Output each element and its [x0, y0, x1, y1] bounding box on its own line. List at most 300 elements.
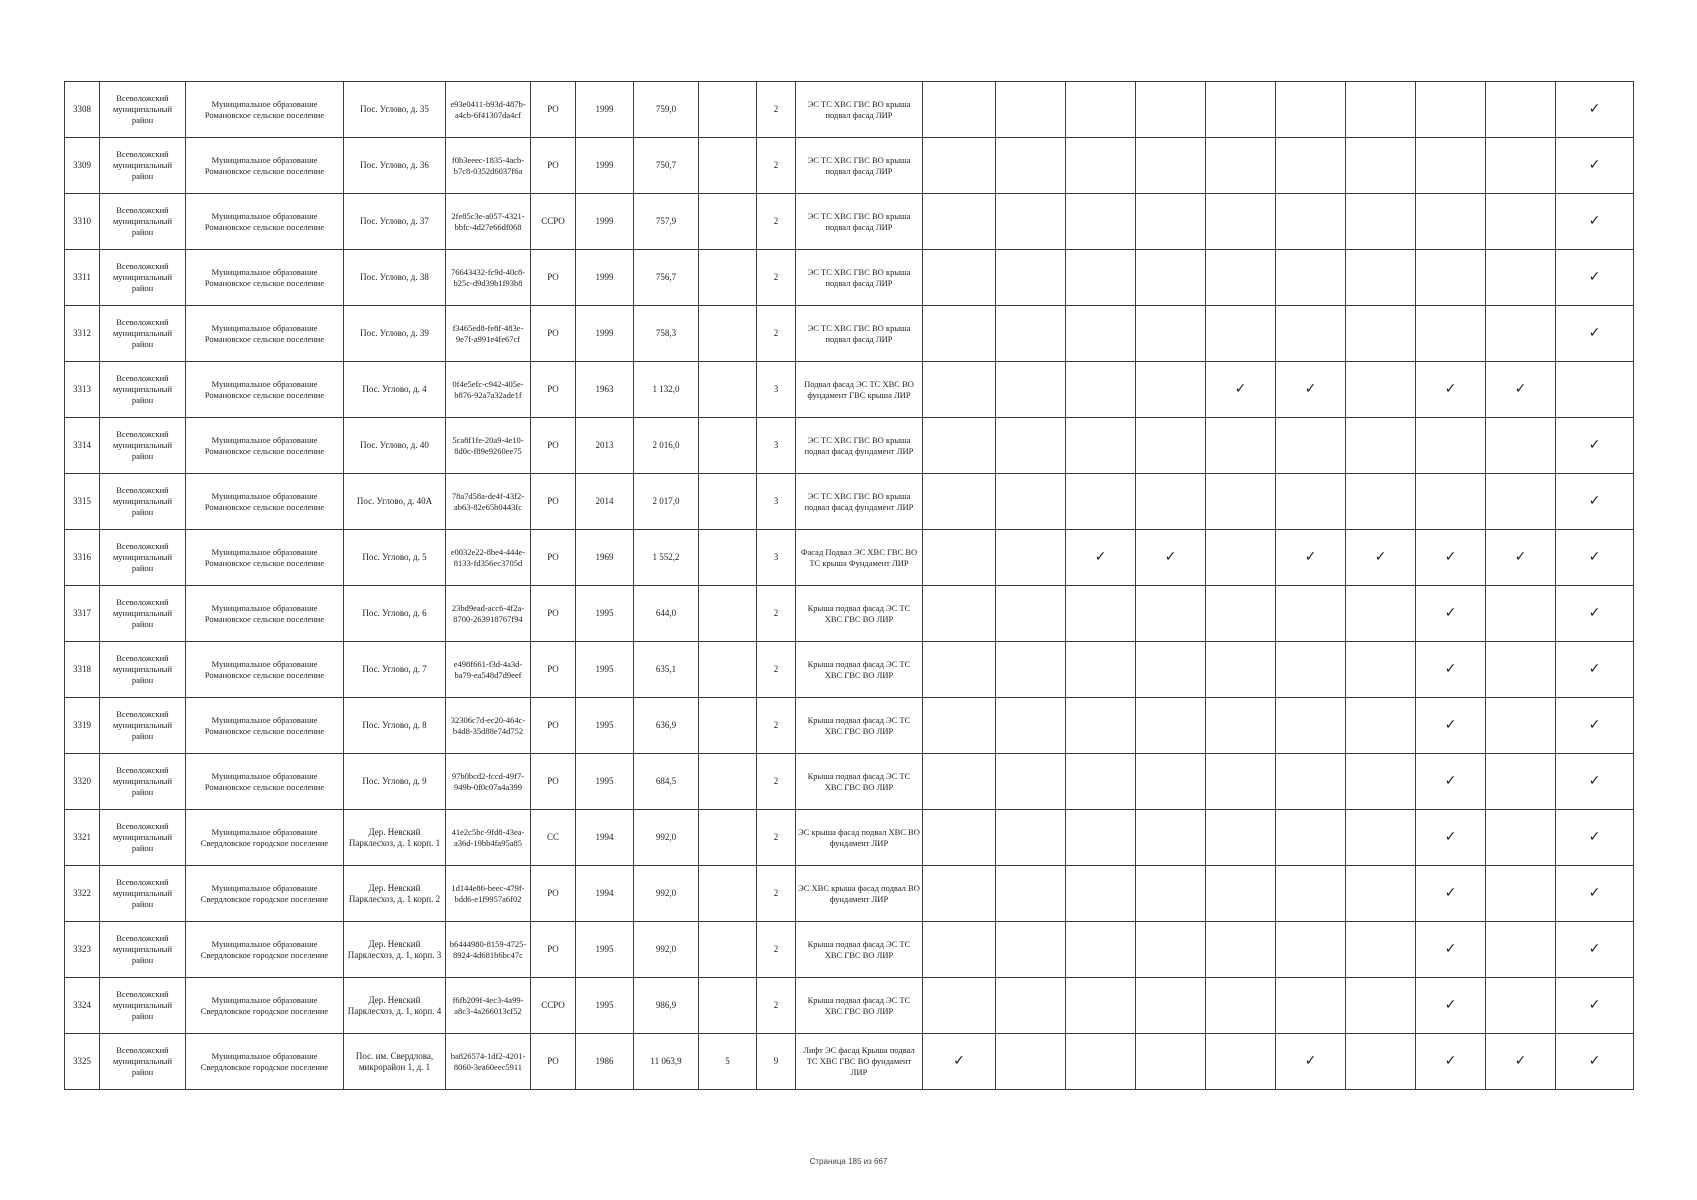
- cell-check-empty: [1276, 194, 1346, 250]
- cell-year: 1995: [576, 586, 634, 642]
- check-mark-icon: ✓: [1486, 1034, 1556, 1090]
- cell-check-empty: [1346, 138, 1416, 194]
- check-mark-icon: ✓: [1416, 754, 1486, 810]
- cell-check-empty: [1136, 754, 1206, 810]
- cell-check-empty: [923, 586, 996, 642]
- cell-check-empty: [1136, 418, 1206, 474]
- cell-year: 1995: [576, 698, 634, 754]
- table-body: [65, 82, 1634, 1090]
- cell-check-empty: [996, 250, 1066, 306]
- cell-number: 3325: [65, 1034, 100, 1090]
- cell-check-empty: [1346, 306, 1416, 362]
- cell-area: 758,3: [634, 306, 699, 362]
- cell-works: ЭС ТС ХВС ГВС ВО крыша подвал фасад фундамент ЛИР: [796, 418, 923, 474]
- cell-check-empty: [1206, 642, 1276, 698]
- cell-type: РО: [531, 866, 576, 922]
- table-row: [65, 418, 1634, 474]
- cell-count: 2: [757, 82, 796, 138]
- cell-check-empty: [1276, 642, 1346, 698]
- check-mark-icon: ✓: [1066, 530, 1136, 586]
- check-mark-icon: ✓: [1486, 362, 1556, 418]
- cell-area: 635,1: [634, 642, 699, 698]
- cell-type: СС: [531, 810, 576, 866]
- cell-extra: [699, 698, 757, 754]
- check-mark-icon: ✓: [1276, 1034, 1346, 1090]
- cell-address: Дер. Невский Парклесхоз, д. 1, корп. 4: [344, 978, 446, 1034]
- check-mark-icon: ✓: [1556, 698, 1634, 754]
- cell-check-empty: [923, 418, 996, 474]
- cell-check-empty: [996, 586, 1066, 642]
- cell-check-empty: [1136, 642, 1206, 698]
- cell-check-empty: [1486, 922, 1556, 978]
- cell-check-empty: [1066, 138, 1136, 194]
- cell-check-empty: [1276, 250, 1346, 306]
- cell-type: РО: [531, 306, 576, 362]
- cell-check-empty: [1276, 138, 1346, 194]
- cell-check-empty: [996, 362, 1066, 418]
- cell-check-empty: [1486, 810, 1556, 866]
- cell-check-empty: [996, 754, 1066, 810]
- cell-address: Пос. Углово, д. 36: [344, 138, 446, 194]
- check-mark-icon: ✓: [1556, 754, 1634, 810]
- cell-check-empty: [923, 922, 996, 978]
- cell-check-empty: [1276, 978, 1346, 1034]
- cell-address: Пос. Углово, д. 40: [344, 418, 446, 474]
- check-mark-icon: ✓: [1206, 362, 1276, 418]
- cell-area: 636,9: [634, 698, 699, 754]
- cell-municipality: Муниципальное образование Романовское сельское поселение: [186, 754, 344, 810]
- cell-check-empty: [923, 866, 996, 922]
- check-mark-icon: ✓: [1556, 82, 1634, 138]
- cell-guid: 23bd9ead-acc6-4f2a-8700-263918767f94: [446, 586, 531, 642]
- cell-guid: 41e2c5bc-9fd8-43ea-a36d-19bb4fa95a85: [446, 810, 531, 866]
- cell-check-empty: [1346, 754, 1416, 810]
- check-mark-icon: ✓: [1416, 810, 1486, 866]
- cell-works: Крыша подвал фасад ЭС ТС ХВС ГВС ВО ЛИР: [796, 978, 923, 1034]
- cell-works: ЭС ХВС крыша фасад подвал ВО фундамент ЛИР: [796, 866, 923, 922]
- cell-check-empty: [923, 474, 996, 530]
- cell-check-empty: [923, 754, 996, 810]
- cell-check-empty: [1346, 698, 1416, 754]
- cell-check-empty: [1416, 194, 1486, 250]
- cell-area: 1 552,2: [634, 530, 699, 586]
- cell-extra: 5: [699, 1034, 757, 1090]
- cell-check-empty: [1136, 866, 1206, 922]
- cell-check-empty: [1486, 754, 1556, 810]
- check-mark-icon: ✓: [1276, 530, 1346, 586]
- cell-check-empty: [1486, 866, 1556, 922]
- cell-check-empty: [1346, 642, 1416, 698]
- cell-number: 3309: [65, 138, 100, 194]
- table-row: [65, 922, 1634, 978]
- cell-number: 3322: [65, 866, 100, 922]
- cell-count: 3: [757, 418, 796, 474]
- cell-year: 1994: [576, 866, 634, 922]
- cell-check-empty: [1066, 866, 1136, 922]
- cell-type: РО: [531, 418, 576, 474]
- check-mark-icon: ✓: [1416, 698, 1486, 754]
- cell-check-empty: [1346, 1034, 1416, 1090]
- table-row: [65, 866, 1634, 922]
- cell-check-empty: [1206, 474, 1276, 530]
- cell-extra: [699, 754, 757, 810]
- page-footer: Страница 185 из 667: [809, 1157, 888, 1166]
- cell-number: 3312: [65, 306, 100, 362]
- cell-check-empty: [1346, 418, 1416, 474]
- cell-extra: [699, 306, 757, 362]
- cell-municipality: Муниципальное образование Романовское сельское поселение: [186, 474, 344, 530]
- cell-check-empty: [1346, 586, 1416, 642]
- cell-count: 9: [757, 1034, 796, 1090]
- cell-municipality: Муниципальное образование Романовское сельское поселение: [186, 642, 344, 698]
- cell-check-empty: [1206, 866, 1276, 922]
- cell-district: Всеволожский муниципальный район: [100, 866, 186, 922]
- check-mark-icon: ✓: [1416, 586, 1486, 642]
- cell-extra: [699, 922, 757, 978]
- cell-type: РО: [531, 82, 576, 138]
- cell-check-empty: [1066, 362, 1136, 418]
- cell-check-empty: [1066, 250, 1136, 306]
- cell-check-empty: [1206, 530, 1276, 586]
- cell-check-empty: [1346, 362, 1416, 418]
- table-row: [65, 138, 1634, 194]
- cell-check-empty: [923, 250, 996, 306]
- cell-number: 3321: [65, 810, 100, 866]
- cell-number: 3308: [65, 82, 100, 138]
- cell-district: Всеволожский муниципальный район: [100, 250, 186, 306]
- cell-check-empty: [1346, 866, 1416, 922]
- cell-works: ЭС ТС ХВС ГВС ВО крыша подвал фасад ЛИР: [796, 194, 923, 250]
- cell-type: ССРО: [531, 978, 576, 1034]
- cell-check-empty: [1206, 586, 1276, 642]
- cell-check-empty: [1066, 418, 1136, 474]
- cell-district: Всеволожский муниципальный район: [100, 698, 186, 754]
- cell-year: 2014: [576, 474, 634, 530]
- table-row: [65, 754, 1634, 810]
- cell-check-empty: [1416, 418, 1486, 474]
- cell-check-empty: [1486, 586, 1556, 642]
- cell-year: 1963: [576, 362, 634, 418]
- cell-check-empty: [923, 978, 996, 1034]
- cell-number: 3314: [65, 418, 100, 474]
- cell-guid: 5ca8f1fe-20a9-4e10-8d0c-f89e9260ee75: [446, 418, 531, 474]
- check-mark-icon: ✓: [1346, 530, 1416, 586]
- cell-works: Крыша подвал фасад ЭС ТС ХВС ГВС ВО ЛИР: [796, 642, 923, 698]
- cell-check-empty: [1416, 250, 1486, 306]
- cell-municipality: Муниципальное образование Романовское сельское поселение: [186, 586, 344, 642]
- cell-check-empty: [1066, 306, 1136, 362]
- cell-address: Дер. Невский Парклесхоз, д. 1 корп. 1: [344, 810, 446, 866]
- cell-area: 2 017,0: [634, 474, 699, 530]
- cell-check-empty: [1416, 82, 1486, 138]
- cell-check-empty: [923, 194, 996, 250]
- cell-check-empty: [1276, 698, 1346, 754]
- cell-check-empty: [923, 362, 996, 418]
- cell-count: 2: [757, 866, 796, 922]
- cell-year: 1995: [576, 642, 634, 698]
- cell-check-empty: [996, 866, 1066, 922]
- cell-count: 2: [757, 922, 796, 978]
- cell-district: Всеволожский муниципальный район: [100, 754, 186, 810]
- cell-check-empty: [1276, 586, 1346, 642]
- cell-check-empty: [1486, 642, 1556, 698]
- cell-area: 750,7: [634, 138, 699, 194]
- check-mark-icon: ✓: [1556, 866, 1634, 922]
- cell-guid: f6fb209f-4ec3-4a99-a8c3-4a266013cf52: [446, 978, 531, 1034]
- cell-check-empty: [1136, 474, 1206, 530]
- cell-address: Пос. Углово, д. 7: [344, 642, 446, 698]
- cell-check-empty: [1486, 418, 1556, 474]
- cell-municipality: Муниципальное образование Романовское сельское поселение: [186, 698, 344, 754]
- table-row: [65, 306, 1634, 362]
- cell-check-empty: [1066, 810, 1136, 866]
- cell-check-empty: [1136, 810, 1206, 866]
- cell-number: 3315: [65, 474, 100, 530]
- cell-area: 992,0: [634, 810, 699, 866]
- cell-municipality: Муниципальное образование Романовское сельское поселение: [186, 306, 344, 362]
- table-row: [65, 642, 1634, 698]
- cell-number: 3317: [65, 586, 100, 642]
- cell-check-empty: [1486, 250, 1556, 306]
- cell-check-empty: [1346, 194, 1416, 250]
- cell-type: РО: [531, 474, 576, 530]
- cell-check-empty: [1346, 978, 1416, 1034]
- cell-address: Пос. Углово, д. 35: [344, 82, 446, 138]
- cell-guid: f3465ed8-fe8f-483e-9e7f-a991e4fe67cf: [446, 306, 531, 362]
- cell-guid: e498f661-f3d-4a3d-ba79-ea548d7d9eef: [446, 642, 531, 698]
- cell-check-empty: [1066, 586, 1136, 642]
- cell-type: РО: [531, 138, 576, 194]
- cell-check-empty: [1416, 474, 1486, 530]
- cell-check-empty: [1066, 754, 1136, 810]
- cell-number: 3320: [65, 754, 100, 810]
- cell-check-empty: [1486, 306, 1556, 362]
- cell-extra: [699, 866, 757, 922]
- cell-municipality: Муниципальное образование Романовское сельское поселение: [186, 530, 344, 586]
- cell-works: ЭС ТС ХВС ГВС ВО крыша подвал фасад ЛИР: [796, 250, 923, 306]
- cell-year: 1995: [576, 978, 634, 1034]
- check-mark-icon: ✓: [923, 1034, 996, 1090]
- cell-works: Крыша подвал фасад ЭС ТС ХВС ГВС ВО ЛИР: [796, 698, 923, 754]
- cell-district: Всеволожский муниципальный район: [100, 922, 186, 978]
- cell-check-empty: [996, 642, 1066, 698]
- cell-check-empty: [1066, 1034, 1136, 1090]
- check-mark-icon: ✓: [1556, 138, 1634, 194]
- cell-check-empty: [923, 530, 996, 586]
- cell-district: Всеволожский муниципальный район: [100, 642, 186, 698]
- cell-guid: 97b0bcd2-fccd-49f7-949b-0f0c07a4a399: [446, 754, 531, 810]
- cell-count: 2: [757, 978, 796, 1034]
- cell-check-empty: [996, 138, 1066, 194]
- check-mark-icon: ✓: [1416, 1034, 1486, 1090]
- cell-number: 3316: [65, 530, 100, 586]
- cell-area: 756,7: [634, 250, 699, 306]
- cell-check-empty: [1346, 810, 1416, 866]
- cell-year: 1999: [576, 82, 634, 138]
- cell-check-empty: [1066, 474, 1136, 530]
- cell-district: Всеволожский муниципальный район: [100, 362, 186, 418]
- table-row: [65, 530, 1634, 586]
- cell-address: Пос. Углово, д. 5: [344, 530, 446, 586]
- cell-type: РО: [531, 362, 576, 418]
- cell-check-empty: [1136, 250, 1206, 306]
- cell-check-empty: [1206, 754, 1276, 810]
- cell-year: 1995: [576, 754, 634, 810]
- cell-district: Всеволожский муниципальный район: [100, 306, 186, 362]
- cell-number: 3310: [65, 194, 100, 250]
- cell-check-empty: [923, 306, 996, 362]
- cell-area: 644,0: [634, 586, 699, 642]
- cell-number: 3318: [65, 642, 100, 698]
- cell-year: 1999: [576, 138, 634, 194]
- cell-guid: b6444980-8159-4725-8924-4d681b6bc47c: [446, 922, 531, 978]
- cell-count: 2: [757, 138, 796, 194]
- cell-guid: 78a7d58a-de4f-43f2-ab63-82e65b0443fc: [446, 474, 531, 530]
- cell-type: РО: [531, 586, 576, 642]
- cell-type: РО: [531, 922, 576, 978]
- cell-type: РО: [531, 1034, 576, 1090]
- cell-district: Всеволожский муниципальный район: [100, 418, 186, 474]
- cell-check-empty: [1276, 866, 1346, 922]
- cell-check-empty: [996, 82, 1066, 138]
- cell-municipality: Муниципальное образование Свердловское городское поселение: [186, 978, 344, 1034]
- cell-check-empty: [1206, 698, 1276, 754]
- cell-district: Всеволожский муниципальный район: [100, 1034, 186, 1090]
- cell-check-empty: [996, 418, 1066, 474]
- cell-check-empty: [1066, 922, 1136, 978]
- check-mark-icon: ✓: [1556, 418, 1634, 474]
- cell-district: Всеволожский муниципальный район: [100, 82, 186, 138]
- table-row: [65, 810, 1634, 866]
- cell-works: Крыша подвал фасад ЭС ТС ХВС ГВС ВО ЛИР: [796, 754, 923, 810]
- cell-check-empty: [1206, 418, 1276, 474]
- cell-works: ЭС ТС ХВС ГВС ВО крыша подвал фасад ЛИР: [796, 82, 923, 138]
- cell-district: Всеволожский муниципальный район: [100, 530, 186, 586]
- cell-extra: [699, 138, 757, 194]
- cell-check-empty: [1136, 194, 1206, 250]
- cell-extra: [699, 586, 757, 642]
- table-row: [65, 586, 1634, 642]
- cell-count: 2: [757, 754, 796, 810]
- cell-check-empty: [996, 698, 1066, 754]
- cell-works: ЭС крыша фасад подвал ХВС ВО фундамент ЛИР: [796, 810, 923, 866]
- cell-year: 1999: [576, 250, 634, 306]
- cell-extra: [699, 362, 757, 418]
- table-row: [65, 1034, 1634, 1090]
- cell-type: РО: [531, 642, 576, 698]
- table-row: [65, 362, 1634, 418]
- cell-year: 1995: [576, 922, 634, 978]
- cell-check-empty: [1136, 362, 1206, 418]
- cell-extra: [699, 250, 757, 306]
- cell-check-empty: [1206, 138, 1276, 194]
- cell-check-empty: [996, 474, 1066, 530]
- cell-check-empty: [1556, 362, 1634, 418]
- housing-registry-table: [64, 81, 1634, 1090]
- cell-area: 11 063,9: [634, 1034, 699, 1090]
- check-mark-icon: ✓: [1556, 306, 1634, 362]
- cell-check-empty: [1066, 82, 1136, 138]
- cell-extra: [699, 810, 757, 866]
- cell-count: 3: [757, 362, 796, 418]
- cell-extra: [699, 474, 757, 530]
- cell-district: Всеволожский муниципальный район: [100, 194, 186, 250]
- cell-municipality: Муниципальное образование Свердловское городское поселение: [186, 922, 344, 978]
- cell-works: Лифт ЭС фасад Крыша подвал ТС ХВС ГВС ВО фундамент ЛИР: [796, 1034, 923, 1090]
- cell-count: 2: [757, 642, 796, 698]
- cell-check-empty: [1486, 194, 1556, 250]
- cell-district: Всеволожский муниципальный район: [100, 474, 186, 530]
- check-mark-icon: ✓: [1556, 978, 1634, 1034]
- cell-address: Дер. Невский Парклесхоз, д. 1, корп. 3: [344, 922, 446, 978]
- cell-address: Пос. Углово, д. 9: [344, 754, 446, 810]
- cell-check-empty: [1206, 82, 1276, 138]
- cell-works: Крыша подвал фасад ЭС ТС ХВС ГВС ВО ЛИР: [796, 922, 923, 978]
- cell-check-empty: [1346, 82, 1416, 138]
- check-mark-icon: ✓: [1556, 194, 1634, 250]
- cell-guid: 76643432-fc9d-40c8-b25c-d9d39b1f93b8: [446, 250, 531, 306]
- cell-check-empty: [1486, 82, 1556, 138]
- cell-address: Пос. Углово, д. 39: [344, 306, 446, 362]
- cell-address: Дер. Невский Парклесхоз, д. 1 корп. 2: [344, 866, 446, 922]
- cell-guid: f0b3eeec-1835-4acb-b7c8-0352d6037f6a: [446, 138, 531, 194]
- cell-municipality: Муниципальное образование Романовское сельское поселение: [186, 138, 344, 194]
- cell-number: 3313: [65, 362, 100, 418]
- cell-check-empty: [1136, 978, 1206, 1034]
- cell-guid: 1d144e86-beec-479f-bdd6-e1f9957a6f02: [446, 866, 531, 922]
- check-mark-icon: ✓: [1486, 530, 1556, 586]
- cell-municipality: Муниципальное образование Романовское сельское поселение: [186, 194, 344, 250]
- cell-number: 3323: [65, 922, 100, 978]
- cell-check-empty: [1066, 194, 1136, 250]
- cell-area: 986,9: [634, 978, 699, 1034]
- cell-check-empty: [1136, 82, 1206, 138]
- cell-check-empty: [1206, 250, 1276, 306]
- cell-guid: e93e0411-b93d-487b-a4cb-6f41307da4cf: [446, 82, 531, 138]
- cell-works: Крыша подвал фасад ЭС ТС ХВС ГВС ВО ЛИР: [796, 586, 923, 642]
- cell-check-empty: [923, 138, 996, 194]
- check-mark-icon: ✓: [1556, 1034, 1634, 1090]
- cell-check-empty: [1346, 922, 1416, 978]
- cell-guid: 2fe85c3e-a057-4321-bbfc-4d27e66df068: [446, 194, 531, 250]
- check-mark-icon: ✓: [1416, 362, 1486, 418]
- cell-extra: [699, 642, 757, 698]
- table-row: [65, 474, 1634, 530]
- cell-year: 2013: [576, 418, 634, 474]
- cell-check-empty: [1416, 306, 1486, 362]
- check-mark-icon: ✓: [1556, 586, 1634, 642]
- cell-area: 992,0: [634, 866, 699, 922]
- cell-district: Всеволожский муниципальный район: [100, 586, 186, 642]
- cell-extra: [699, 82, 757, 138]
- check-mark-icon: ✓: [1276, 362, 1346, 418]
- check-mark-icon: ✓: [1556, 250, 1634, 306]
- cell-type: ССРО: [531, 194, 576, 250]
- cell-works: ЭС ТС ХВС ГВС ВО крыша подвал фасад фундамент ЛИР: [796, 474, 923, 530]
- check-mark-icon: ✓: [1416, 642, 1486, 698]
- cell-count: 3: [757, 474, 796, 530]
- cell-check-empty: [1206, 306, 1276, 362]
- cell-number: 3319: [65, 698, 100, 754]
- cell-count: 2: [757, 586, 796, 642]
- cell-municipality: Муниципальное образование Романовское сельское поселение: [186, 82, 344, 138]
- cell-check-empty: [996, 922, 1066, 978]
- cell-address: Пос. Углово, д. 6: [344, 586, 446, 642]
- cell-area: 992,0: [634, 922, 699, 978]
- cell-district: Всеволожский муниципальный район: [100, 138, 186, 194]
- cell-check-empty: [1206, 1034, 1276, 1090]
- cell-extra: [699, 194, 757, 250]
